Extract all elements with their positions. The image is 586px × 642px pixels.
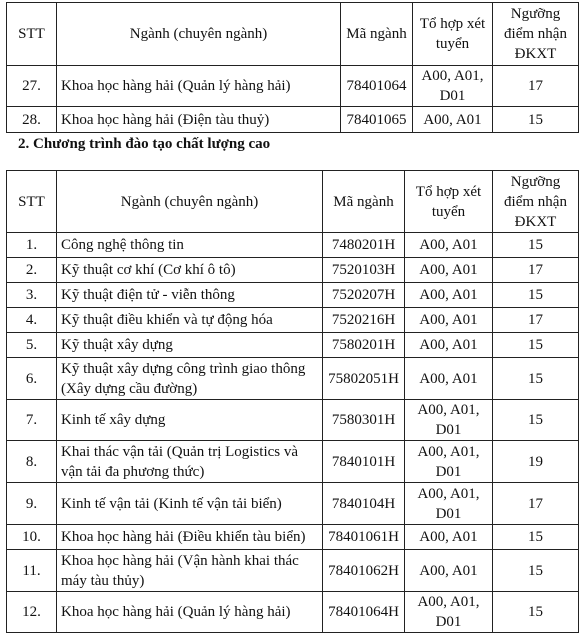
table-row xyxy=(7,333,579,358)
cell-stt: 4. xyxy=(7,308,57,333)
cell-code: 7840104H xyxy=(323,483,405,525)
cell-threshold: 15 xyxy=(493,283,579,308)
cell-major: Khoa học hàng hải (Điều khiển tàu biển) xyxy=(57,525,323,550)
cell-threshold: 15 xyxy=(493,525,579,550)
header-threshold: Ngưỡng điểm nhận ĐKXT xyxy=(493,3,579,66)
cell-stt: 27. xyxy=(7,66,57,107)
table-row xyxy=(7,400,579,441)
table-row xyxy=(7,441,579,483)
header-major: Ngành (chuyên ngành) xyxy=(57,3,341,66)
header-code: Mã ngành xyxy=(341,3,413,66)
cell-stt: 3. xyxy=(7,283,57,308)
cell-threshold: 15 xyxy=(493,550,579,592)
cell-stt: 11. xyxy=(7,550,57,592)
cell-stt: 2. xyxy=(7,258,57,283)
header-stt: STT xyxy=(7,171,57,233)
cell-combination: A00, A01 xyxy=(405,333,493,358)
cell-major: Khoa học hàng hải (Quản lý hàng hải) xyxy=(57,592,323,633)
cell-threshold: 15 xyxy=(493,400,579,441)
cell-major: Kỹ thuật xây dựng công trình giao thông (Xây dựng cầu đường) xyxy=(57,358,323,400)
cell-combination: A00, A01 xyxy=(405,550,493,592)
cell-code: 7520207H xyxy=(323,283,405,308)
cell-stt: 8. xyxy=(7,441,57,483)
header-combination: Tổ hợp xét tuyển xyxy=(413,3,493,66)
table-header-row xyxy=(7,3,579,66)
cell-code: 78401064H xyxy=(323,592,405,633)
cell-threshold: 15 xyxy=(493,358,579,400)
table-row xyxy=(7,258,579,283)
cell-threshold: 15 xyxy=(493,233,579,258)
cell-combination: A00, A01, D01 xyxy=(405,592,493,633)
cell-threshold: 17 xyxy=(493,308,579,333)
cell-code: 7580301H xyxy=(323,400,405,441)
cell-code: 7840101H xyxy=(323,441,405,483)
cell-major: Khoa học hàng hải (Quản lý hàng hải) xyxy=(57,66,341,107)
header-major: Ngành (chuyên ngành) xyxy=(57,171,323,233)
cell-major: Kỹ thuật cơ khí (Cơ khí ô tô) xyxy=(57,258,323,283)
cell-combination: A00, A01 xyxy=(413,107,493,133)
cell-major: Khai thác vận tải (Quản trị Logistics và vận tải đa phương thức) xyxy=(57,441,323,483)
cell-combination: A00, A01, D01 xyxy=(405,441,493,483)
cell-stt: 5. xyxy=(7,333,57,358)
cell-code: 78401061H xyxy=(323,525,405,550)
cell-threshold: 19 xyxy=(493,441,579,483)
cell-code: 78401062H xyxy=(323,550,405,592)
table-row xyxy=(7,483,579,525)
admission-table-part1 xyxy=(6,2,579,133)
table-row xyxy=(7,592,579,633)
cell-major: Kỹ thuật xây dựng xyxy=(57,333,323,358)
cell-combination: A00, A01 xyxy=(405,283,493,308)
table-row xyxy=(7,550,579,592)
cell-major: Kỹ thuật điện tử - viễn thông xyxy=(57,283,323,308)
cell-code: 7580201H xyxy=(323,333,405,358)
cell-threshold: 15 xyxy=(493,107,579,133)
admission-table-high-quality xyxy=(6,170,579,633)
table-row xyxy=(7,308,579,333)
cell-combination: A00, A01 xyxy=(405,258,493,283)
cell-major: Khoa học hàng hải (Điện tàu thuỷ) xyxy=(57,107,341,133)
cell-major: Kỹ thuật điều khiển và tự động hóa xyxy=(57,308,323,333)
cell-combination: A00, A01 xyxy=(405,308,493,333)
cell-stt: 28. xyxy=(7,107,57,133)
cell-stt: 1. xyxy=(7,233,57,258)
cell-code: 7520103H xyxy=(323,258,405,283)
cell-threshold: 17 xyxy=(493,258,579,283)
cell-combination: A00, A01, D01 xyxy=(405,400,493,441)
table-row xyxy=(7,66,579,107)
table-row xyxy=(7,358,579,400)
table-row xyxy=(7,233,579,258)
cell-stt: 10. xyxy=(7,525,57,550)
section-heading: 2. Chương trình đào tạo chất lượng cao xyxy=(18,136,271,152)
table-row xyxy=(7,107,579,133)
cell-stt: 7. xyxy=(7,400,57,441)
cell-combination: A00, A01 xyxy=(405,525,493,550)
header-code: Mã ngành xyxy=(323,171,405,233)
cell-threshold: 15 xyxy=(493,333,579,358)
cell-code: 78401065 xyxy=(341,107,413,133)
table-row xyxy=(7,283,579,308)
cell-code: 75802051H xyxy=(323,358,405,400)
header-stt: STT xyxy=(7,3,57,66)
cell-combination: A00, A01, D01 xyxy=(405,483,493,525)
cell-stt: 12. xyxy=(7,592,57,633)
table-header-row xyxy=(7,171,579,233)
cell-combination: A00, A01, D01 xyxy=(413,66,493,107)
cell-code: 7520216H xyxy=(323,308,405,333)
cell-stt: 9. xyxy=(7,483,57,525)
cell-threshold: 17 xyxy=(493,66,579,107)
cell-stt: 6. xyxy=(7,358,57,400)
cell-threshold: 17 xyxy=(493,483,579,525)
header-threshold: Ngưỡng điểm nhận ĐKXT xyxy=(493,171,579,233)
cell-code: 78401064 xyxy=(341,66,413,107)
cell-major: Kinh tế xây dựng xyxy=(57,400,323,441)
cell-threshold: 15 xyxy=(493,592,579,633)
cell-code: 7480201H xyxy=(323,233,405,258)
cell-major: Kinh tế vận tải (Kinh tế vận tải biển) xyxy=(57,483,323,525)
header-combination: Tổ hợp xét tuyển xyxy=(405,171,493,233)
cell-combination: A00, A01 xyxy=(405,233,493,258)
cell-major: Khoa học hàng hải (Vận hành khai thác máy tàu thủy) xyxy=(57,550,323,592)
cell-major: Công nghệ thông tin xyxy=(57,233,323,258)
table-row xyxy=(7,525,579,550)
cell-combination: A00, A01 xyxy=(405,358,493,400)
table2-body xyxy=(7,233,579,633)
